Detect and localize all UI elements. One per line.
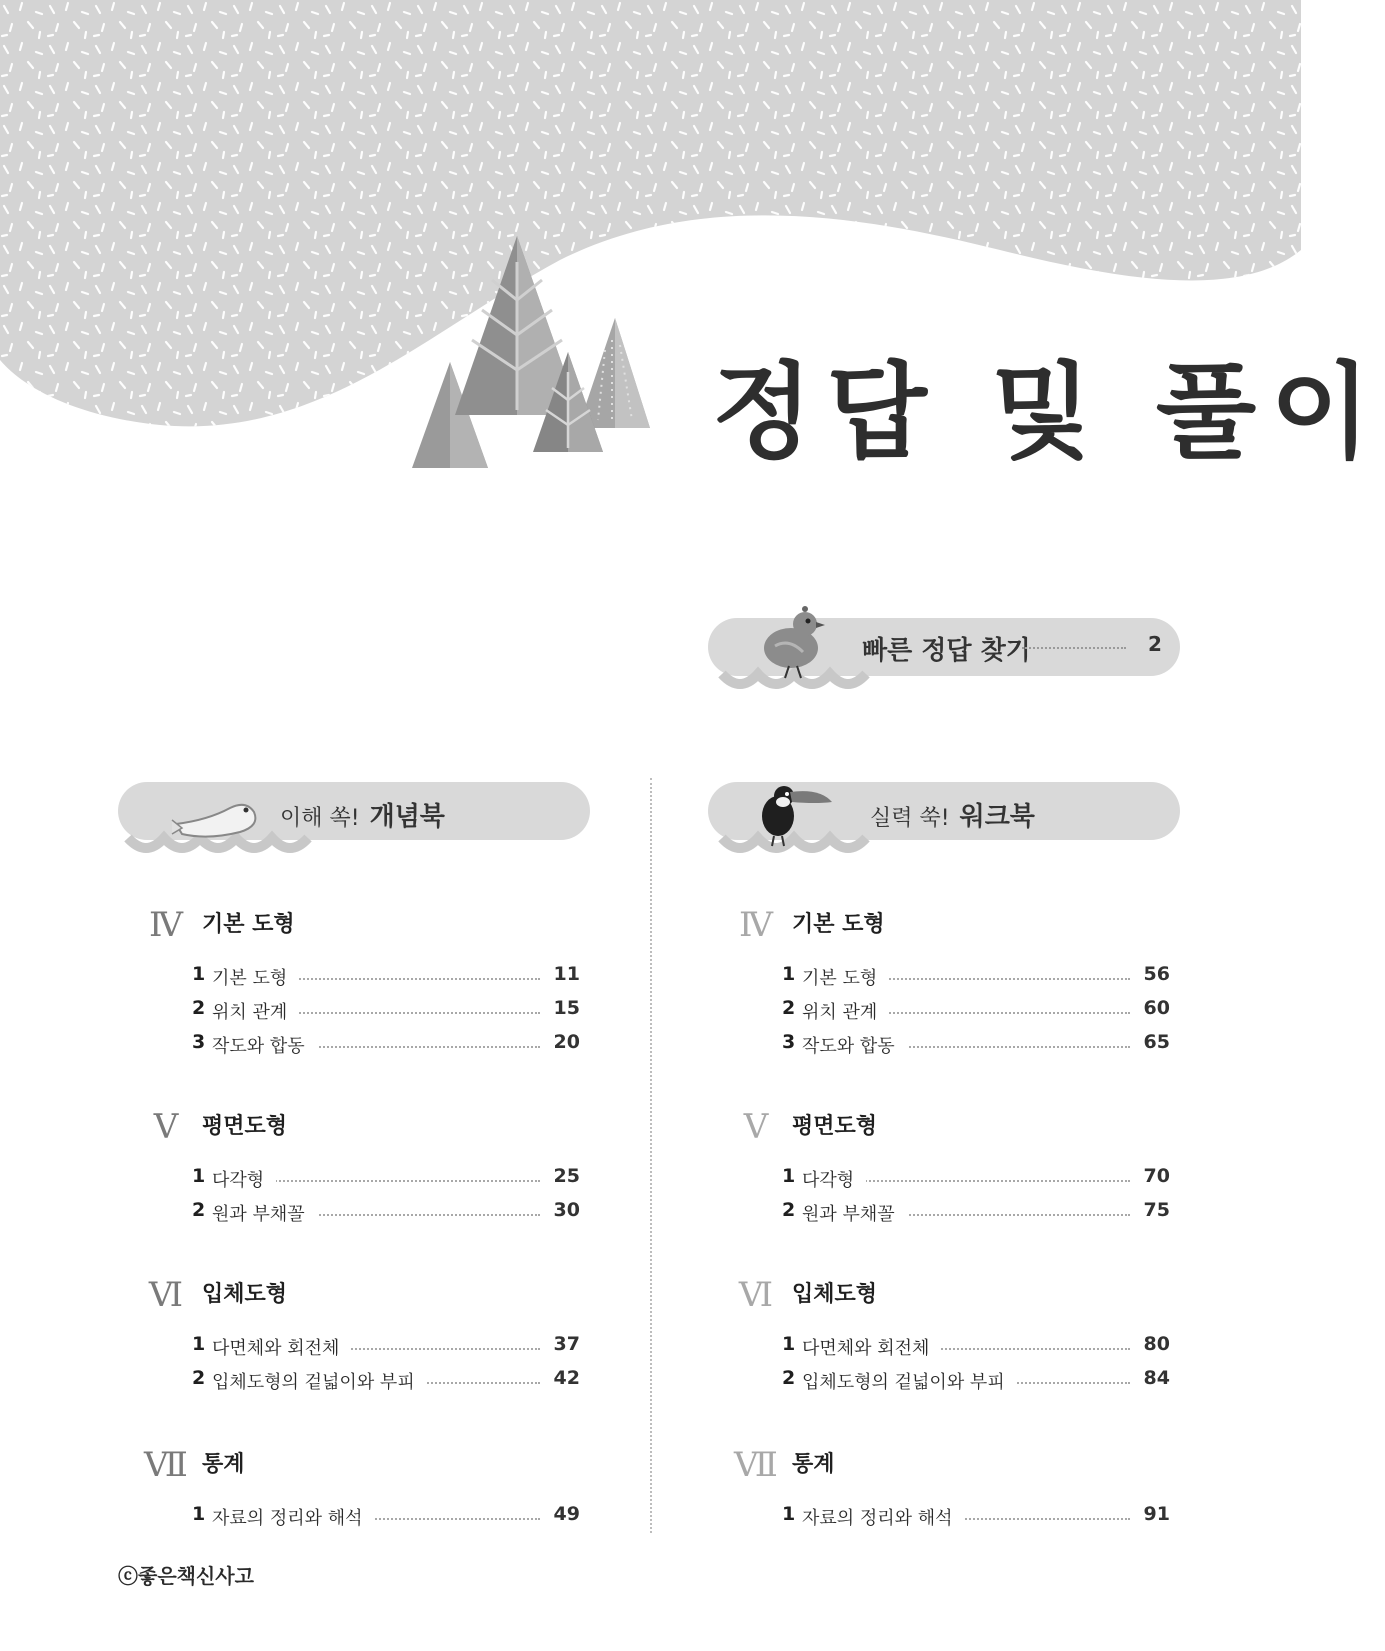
bird-icon — [755, 600, 835, 682]
entry-page: 49 — [553, 1503, 580, 1525]
header-illustration — [0, 0, 1301, 560]
entry-page: 91 — [1143, 1503, 1170, 1525]
toc-entry[interactable] — [192, 957, 580, 991]
entry-number: 1 — [782, 1333, 796, 1355]
book-lead: 이해 쏙! — [280, 806, 360, 831]
chapter-title: 통계 — [792, 1452, 835, 1477]
chapter-number: Ⅴ — [743, 1107, 769, 1147]
entry-number: 1 — [192, 1503, 206, 1525]
toc-entry[interactable] — [782, 1159, 1170, 1193]
entry-title: 자료의 정리와 해석 — [802, 1504, 965, 1530]
book-lead: 실력 쑥! — [870, 806, 950, 831]
entry-title: 기본 도형 — [802, 964, 889, 990]
entry-number: 1 — [192, 963, 206, 985]
toc-entry[interactable] — [782, 1497, 1170, 1531]
entry-page: 84 — [1143, 1367, 1170, 1389]
entry-number: 1 — [782, 963, 796, 985]
seal-icon — [168, 790, 268, 842]
toc-entry[interactable] — [192, 1193, 580, 1227]
chapter-title: 평면도형 — [792, 1114, 878, 1139]
entry-page: 30 — [553, 1199, 580, 1221]
entry-title: 기본 도형 — [212, 964, 299, 990]
entry-page: 75 — [1143, 1199, 1170, 1221]
entry-title: 작도와 합동 — [212, 1032, 317, 1058]
toc-section — [730, 905, 1170, 1059]
chapter-number: Ⅳ — [149, 905, 183, 945]
entry-title: 입체도형의 겉넓이와 부피 — [212, 1368, 427, 1394]
entry-title: 다각형 — [802, 1166, 866, 1192]
book-title-concept — [280, 796, 445, 833]
entry-title: 작도와 합동 — [802, 1032, 907, 1058]
toc-section — [730, 1445, 1170, 1531]
entry-number: 2 — [782, 1199, 796, 1221]
entry-page: 25 — [553, 1165, 580, 1187]
entry-number: 1 — [782, 1165, 796, 1187]
toc-entry[interactable] — [192, 1025, 580, 1059]
chapter-title: 평면도형 — [202, 1114, 288, 1139]
chapter-title: 기본 도형 — [792, 912, 885, 937]
entry-number: 3 — [192, 1031, 206, 1053]
book-name: 개념북 — [369, 802, 445, 832]
book-name: 워크북 — [959, 802, 1035, 832]
entry-title: 위치 관계 — [802, 998, 889, 1024]
entry-title: 다각형 — [212, 1166, 276, 1192]
toc-entry[interactable] — [782, 957, 1170, 991]
toc-section — [140, 1275, 580, 1395]
book-title-work — [870, 796, 1035, 833]
entry-number: 1 — [192, 1165, 206, 1187]
entry-page: 65 — [1143, 1031, 1170, 1053]
entry-page: 42 — [553, 1367, 580, 1389]
chapter-number: Ⅵ — [738, 1275, 774, 1315]
entry-number: 2 — [192, 1199, 206, 1221]
chapter-number: Ⅴ — [153, 1107, 179, 1147]
toc-entry[interactable] — [782, 1327, 1170, 1361]
column-divider — [650, 778, 652, 1533]
chapter-title: 통계 — [202, 1452, 245, 1477]
toc-entry[interactable] — [192, 1361, 580, 1395]
entry-title: 원과 부채꼴 — [802, 1200, 907, 1226]
toc-entry[interactable] — [782, 1361, 1170, 1395]
entry-title: 입체도형의 겉넓이와 부피 — [802, 1368, 1017, 1394]
toc-entry[interactable] — [192, 1159, 580, 1193]
chapter-number: Ⅳ — [739, 905, 773, 945]
entry-number: 2 — [782, 997, 796, 1019]
entry-number: 3 — [782, 1031, 796, 1053]
entry-number: 2 — [192, 1367, 206, 1389]
toc-section — [140, 1445, 580, 1531]
chapter-number: Ⅵ — [148, 1275, 184, 1315]
entry-page: 60 — [1143, 997, 1170, 1019]
entry-page: 15 — [553, 997, 580, 1019]
entry-page: 20 — [553, 1031, 580, 1053]
leader-dots — [1022, 647, 1126, 649]
entry-title: 다면체와 회전체 — [212, 1334, 351, 1360]
entry-number: 2 — [782, 1367, 796, 1389]
toc-entry[interactable] — [782, 991, 1170, 1025]
entry-page: 70 — [1143, 1165, 1170, 1187]
toc-section — [730, 1275, 1170, 1395]
toc-entry[interactable] — [192, 991, 580, 1025]
toc-entry[interactable] — [192, 1497, 580, 1531]
entry-page: 37 — [553, 1333, 580, 1355]
entry-page: 11 — [553, 963, 580, 985]
copyright: ⓒ좋은책신사고 — [118, 1564, 254, 1588]
toc-entry[interactable] — [782, 1193, 1170, 1227]
chapter-number: Ⅶ — [144, 1445, 188, 1485]
toc-section — [140, 1107, 580, 1227]
entry-title: 원과 부채꼴 — [212, 1200, 317, 1226]
toc-entry[interactable] — [782, 1025, 1170, 1059]
chapter-title: 기본 도형 — [202, 912, 295, 937]
toc-section — [140, 905, 580, 1059]
entry-number: 2 — [192, 997, 206, 1019]
quick-answer-label[interactable]: 빠른 정답 찾기 — [862, 636, 1031, 666]
chapter-title: 입체도형 — [792, 1282, 878, 1307]
toc-section — [730, 1107, 1170, 1227]
entry-page: 80 — [1143, 1333, 1170, 1355]
entry-number: 1 — [192, 1333, 206, 1355]
page-title: 정답 및 풀이 — [712, 351, 1385, 473]
entry-page: 56 — [1143, 963, 1170, 985]
chapter-title: 입체도형 — [202, 1282, 288, 1307]
chapter-number: Ⅶ — [734, 1445, 778, 1485]
toucan-icon — [750, 782, 840, 848]
entry-number: 1 — [782, 1503, 796, 1525]
entry-title: 위치 관계 — [212, 998, 299, 1024]
entry-title: 자료의 정리와 해석 — [212, 1504, 375, 1530]
toc-entry[interactable] — [192, 1327, 580, 1361]
entry-title: 다면체와 회전체 — [802, 1334, 941, 1360]
quick-answer-page: 2 — [1148, 632, 1162, 656]
